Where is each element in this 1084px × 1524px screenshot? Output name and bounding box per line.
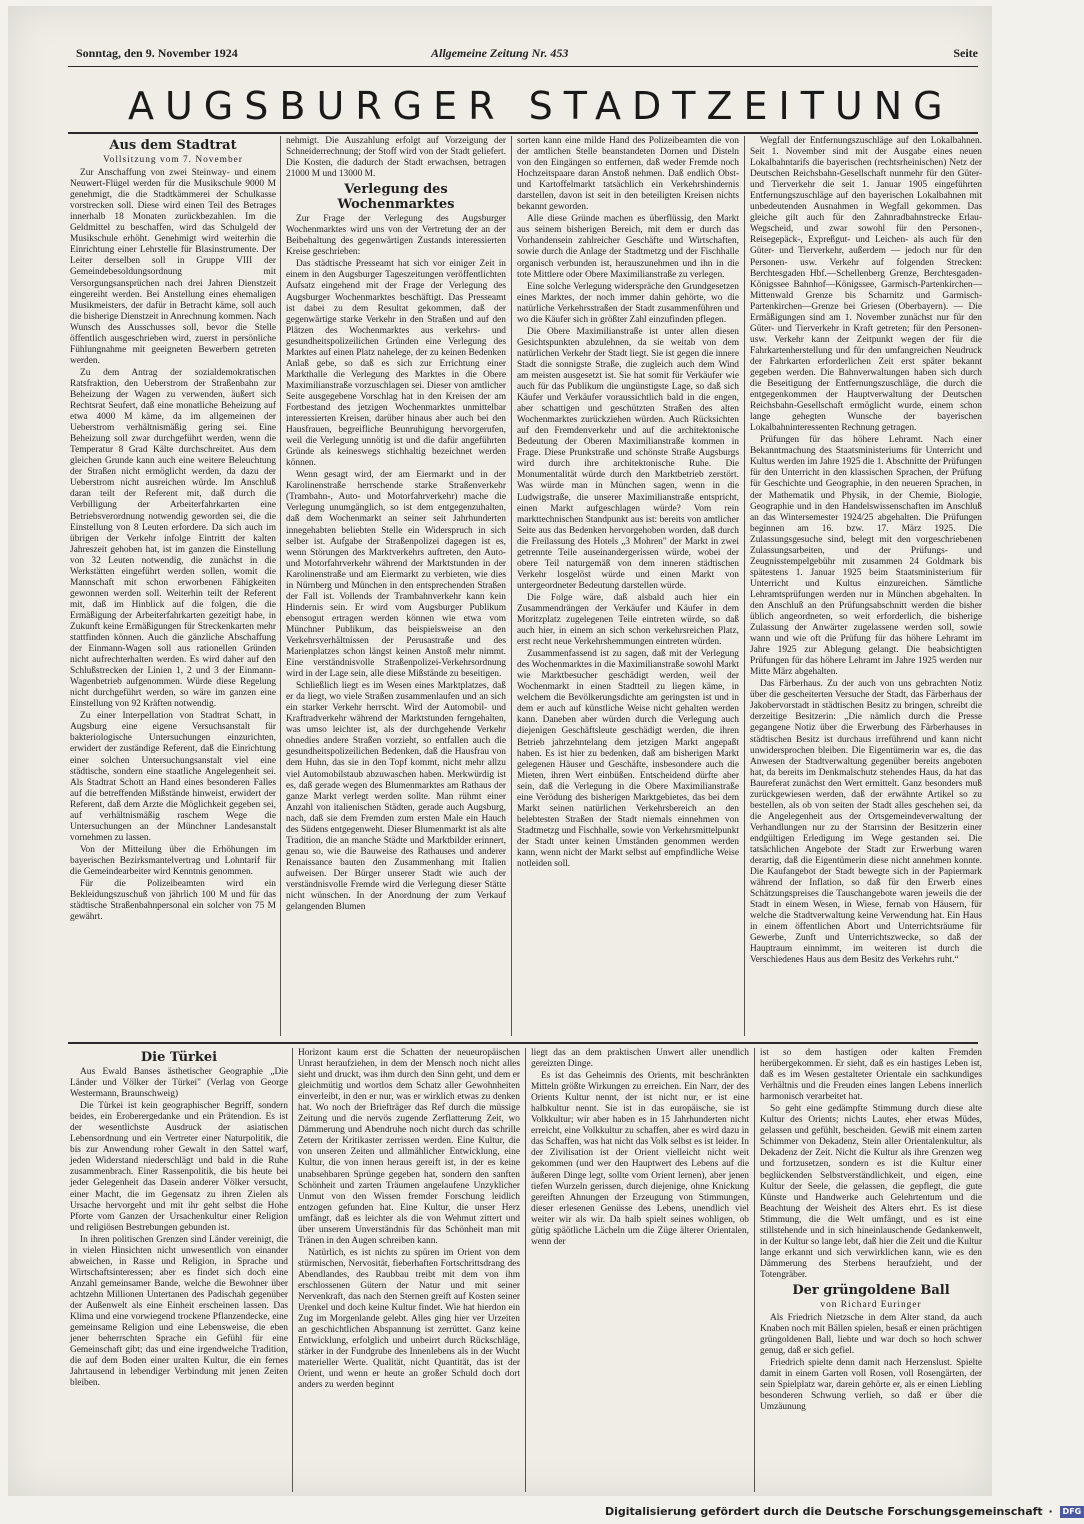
column-divider xyxy=(280,136,281,1036)
paragraph: Horizont kaum erst die Schatten der neueuropäischen Unrast heraufziehen, in dem der Mensch noch nicht alles sieht und druckt, was ihm durch den Sinn geht, und dem er gleichmütig und wortlos dem Schatz aller Gewohnheiten einverleibt, in den er nur, was er wirklich etwas zu denken hat. Wo noch der Briefträger das Ref durch die müssige Zeitung und die nervös zugende Zerflatterung Zeit, wo Dämmerung und Abendruhe noch nicht durch das schrille Zetern der Kritikaster zerrissen werden. Eine Kultur, die von unseren Zeiten und allmählicher Entwicklung, eine Kultur, die von innen heraus gereift ist, in der es keine unabsehbaren Sprünge gegeben hat, sondern den sanften Schönheit und zarten Träumen angelaufene Unzyklicher Unmut von den Wissen fremder Forschung leidlich entzogen gefunden hat. Eine Kultur, die unser Herz umfängt, daß es leichter als die von Wehmut zittert und über unserem Unverständnis für das Schönheit man mit Tränen in den Augen schreiben kann. xyxy=(298,1048,520,1246)
paragraph: Wegfall der Entfernungszuschläge auf den Lokalbahnen. Seit 1. November sind mit der Ausgabe eines neuen Lokalbahntarifs die bayerischen (rechtsrheinischen) Netz der Deutschen Reichsbahn-Gesellschaft nunmehr für den Güter- und Tierverkehr die seit 1. Januar 1905 eingeführten Entfernungszuschläge auf den bayerischen Lokalbahnen mit unbedeutenden Ausnahmen in Wegfall gekommen. Das gleiche gilt auch für den Zahnradbahnstrecke Erlau-Wegscheid, und zwar sowohl für den Personen-, Reisegepäck-, Expreßgut- und Leichen- als auch für den Güter- und Tierverkehr, außerdem — jedoch nur für den Personen- usw. Verkehr auf folgenden Strecken: Berchtesgaden Hbf.—Schellenberg Grenze, Berchtesgaden-Königssee Bahnhof—Königssee, Garmisch-Partenkirchen—Mittenwald Grenze bis Scharnitz und Garmisch-Partenkirchen—Grenze bei Griesen (Oberbayern). — Die Ermäßigungen sind am 1. November zunächst nur für den Güter- und Tierverkehr in Kraft getreten; für den Personen- usw. Verkehr kann der Zeitpunkt wegen der für die Fahrkartenherstellung und für den umfangreichen Neudruck der Fahrkarten erforderlichen Zeit erst später bekannt gegeben werden. Die Bahnverwaltungen haben sich durch die Beseitigung der Entfernungszuschläge, die durch die entgegenkommen der Hauptverwaltung der Deutschen Reichsbahn-Gesellschaft ermöglicht wurde, einem schon lange gehegten Wunsche der bayerischen Lokalbahninteressenten Rechnung getragen. xyxy=(750,136,982,434)
paragraph: Das Färberhaus. Zu der auch von uns gebrachten Notiz über die gescheiterten Versuche der Stadt, das Färberhaus der Jakobervorstadt in städtischen Besitz zu bringen, schreibt die derzeitige Besitzerin: „Die nämlich durch die Presse gegangene Notiz über die Erwerbung des Färberhauses in städtischen Besitz ist durchaus irreführend und kann nicht unwidersprochen bleiben. Die Eigentümerin war es, die das Anwesen der Stadtverwaltung gegenüber bereits angeboten hat, da bereits im Denkmalschutz stehendes Haus, da hat das Baureferat zunächst den Wert ermittelt. Ganz besonders muß zurückgewiesen werden, daß der erwähnte Artikel so zu bestellen, als ob von seiten der Stadt alles geschehen sei, da die Angelegenheit aus der Ortsgemeindeverwaltung der Verhandlungen nur zu der Starrsinn der Besitzerin einer endgültigen Erledigung im Wege gestanden sei. Die tatsächlichen Angebote der Stadt zur Erwerbung waren derartig, daß die Eigentümerin diese nicht annehmen konnte. Die Kaufangebot der Stadt bewegte sich in der Papiermark während der Inflation, so daß für den Erwerb eines Schätzungspreises die Tauschangebote waren jeweils die der Stadt in einem Wesen, in Wiese, fernab von Häusern, für welche die Stadtverwaltung keine Verwendung hat. Ein Haus in einem öffentlichen Abort und Unterrichtsräume für Gewerbe, Zunft und Unterrichtszwecke, so daß der Hauptraum einnimmt, im weiteren ist durch die Verschiedenes Haus aus dem Besitz des Verkehrs ruht.“ xyxy=(750,679,982,966)
column-tuerkei xyxy=(70,1048,288,1492)
article-title-wochenmarkt: Verlegung des Wochenmarktes xyxy=(337,182,455,213)
column-ball xyxy=(760,1048,982,1492)
paragraph: Aus Ewald Banses ästhetischer Geographie „Die Länder und Völker der Türkei" (Verlag von George Westermann, Braunschweig) xyxy=(70,1067,288,1100)
paragraph: sorten kann eine milde Hand des Polizeibeamten die von der amtlichen Stelle beanstandeten Dornen und Disteln von den Eingängen so entfernen, daß weder Fremde noch Hochzeitspaare daran Anstoß nehmen. Daß endlich Obst- und Kartoffelmarkt tatsächlich ein Verkehrshindernis darstellen, davon ist seit in den beteiligten Kreisen nichts bekannt geworden. xyxy=(517,136,739,213)
paragraph: Das städtische Presseamt hat sich vor einiger Zeit in einem in den Augsburger Tageszeitungen veröffentlichten Aufsatz eingehend mit der Frage der Verlegung des Augsburger Wochenmarktes beschäftigt. Das Presseamt ist dabei zu dem Resultat gekommen, daß der gegenwärtige starke Verkehr in den Straßen und auf den Plätzen des Wochenmarktes aus verkehrs- und gesundheitspolizeilichen Gründen eine Verlegung des Marktes auf einen Platz nahelege, der zu keinen Bedenken Anlaß gebe, so daß es sich zur Errichtung einer Markthalle die Verlegung des Marktes in die Obere Maximilianstraße vorzuschlagen sei. Dieser von amtlicher Seite ausgegebene Vorschlag hat in den Kreisen der am Fortbestand des jetzigen Wochenmarktes unmittelbar interessierten Kreisen, darüber hinaus aber auch bei den Hausfrauen, begreifliche Beunruhigung hervorgerufen, weil die Verlegung unnötig ist und die dafür angeführten Gründe als keineswegs stichhaltig bezeichnet werden können. xyxy=(286,259,506,469)
column-stadtrat xyxy=(70,136,276,1036)
article-title-stadtrat: Aus dem Stadtrat xyxy=(109,138,237,153)
paragraph: Für die Polizeibeamten wird ein Bekleidungszuschuß von jährlich 100 M und für das städtische Straßenbahnpersonal ein solcher von 75 M gewährt. xyxy=(70,879,276,923)
paragraph: Natürlich, es ist nichts zu spüren im Orient von dem stürmischen, Nervosität, fieberhaften Fortschrittsdrang des Abendlandes, des Raubbau treibt mit dem von ihm erschlossenen Gütern der Natur und mit seiner Nervenkraft, das nach den Sternen greift auf Kosten seiner Urenkel und doch keine Kultur findet. Wie hat hierdon ein Zug im Morgenlande gelebt. Alles ging hier ver Urzeiten an geschichtlichen Abspannung ist zerrüttet. Ganz keine Entwicklung, erfolglich und unbeirrt durch Rückschläge, stärker in der Fundgrube des Innenlebens als in der Wucht materieller Werte. Qualität, nicht Quantität, das ist der Orient, und wenn er heute an großer Schuld doch dort anders zu werden beginnt xyxy=(298,1247,520,1391)
column-orient xyxy=(298,1048,520,1492)
paragraph: So geht eine gedämpfte Stimmung durch diese alte Kultur des Orients; nichts Lautes, eher etwas Müdes, gelassen und gefühlt, bescheiden. Gewiß mit einem zarten Schimmer von Dekadenz, Stein aller Orientalenkultur, als Dekadenz der Zeit. Nicht die Kultur als ihre Grenzen weg und fortzusetzen, sondern es ist die Kultur einer beglückenden Selbstverständlichkeit, und eigen, eine Kultur der Seele, die gelassen, die gepflegt, die gute Künste und Handwerke auch Gelehrtentum und die Beachtung der Weisheit des Alters ehrt. Es ist diese Stimmung, die die Welt umfängt, und es ist eine stillstehende und in sich hineinlauschende Gedankenwelt, in der Kultur so lange lebt, daß hier die Zeit und die Kultur lange erkannt und sich verwirklichen kann, wie es den Dämmerung des Sterbens heraufzieht, und der Totengräber. xyxy=(760,1104,982,1280)
column-divider xyxy=(754,1048,755,1492)
paragraph: Zusammenfassend ist zu sagen, daß mit der Verlegung des Wochenmarktes in die Maximilianstraße sowohl Markt wie Marktbesucher geschädigt werden, weil der Wochenmarkt in einen Stadtteil zu liegen käme, in welchem die Bevölkerungsdichte am geringsten ist und in dem er auch auf künstliche Weise nicht gehalten werden kann. Daneben aber würden durch die Verlegung auch diejenigen Geschäftsleute geschädigt werden, die ihren Betrieb jahrzehntelang dem jetzigen Markt angepaßt haben. Es ist hier zu bedenken, daß am bisherigen Markt gelegenen Häuser und Geschäfte, insbesondere auch die Mieten, ihren Wert einbüßen. Entscheidend dürfte aber sein, daß die Verlegung in die Obere Maximilianstraße eine Verödung des bisherigen Marktgebietes, das bei dem Markt seinen natürlichen Verkehrsbereich an den belebtesten Straßen der Stadt niemals einnehmen von Stadtmetzg und Fischhalle, sowie von Verkehrsmittelpunkt der Stadt unter keinen Umständen genommen werden kann, wenn nicht der Markt selbst auf empfindliche Weise notleiden soll. xyxy=(517,649,739,870)
paragraph: nehmigt. Die Auszahlung erfolgt auf Vorzeigung der Schneiderrechnung; der Stoff wird von der Stadt geliefert. Die Kosten, die dadurch der Stadt erwachsen, betragen 21000 M und 13000 M. xyxy=(286,136,506,180)
masthead-rule xyxy=(68,132,978,134)
paragraph: Zu einer Interpellation von Stadtrat Schatt, in Augsburg eine eigene Versuchsanstalt für bakteriologische Untersuchungen einzurichten, erwidert der zuständige Referent, daß die Einrichtung einer solchen Untersuchungsanstalt viel eine städtische, sondern eine staatliche Angelegenheit sei. Als Stadtrat Schott an Hand eines besonderen Falles auf die betreffenden Mißstände hinweist, erwidert der Referent, daß dem Arzte die Möglichkeit gegeben sei, auf verhältnismäßig raschem Wege die Untersuchungen an der Münchner Landesanstalt vornehmen zu lassen. xyxy=(70,711,276,843)
paragraph: Von der Mitteilung über die Erhöhungen im bayerischen Bezirksmantelvertrag und Lohntarif für die Gemeindearbeiter wird Kenntnis genommen. xyxy=(70,844,276,877)
paragraph: ist so dem hastigen oder kalten Fremden herübergekommen. Er sieht, daß es ein hastiges Leben ist, daß es im Wesen gestalteter Orientale ein sachkundiges Verhältnis und die Freuden eines langen Lebens innerlich harmonisch verarbeitet hat. xyxy=(760,1048,982,1103)
paragraph: Es ist das Geheimnis des Orients, mit beschränkten Mitteln größte Wirkungen zu erreichen. Ein Narr, der des Orients Kultur nennt, der ist nicht nur, er ist eine halbkultur nennt. Sie ist in das europäische, sie ist Volkkultur; wir aber haben es in 15 Jahrhunderten nicht erreicht, eine Volkkultur zu schaffen, aber es wird dazu in das Schaffen, was hat nicht das Volk selbst es ist leider. In der Zivilisation ist der Orient vielleicht nicht weit gekommen (und wer den Hauptwert des Lebens auf die äußeren Dinge legt, sollte vom Orient lernen), aber jenen tiefen Wurzeln gerissen, durch diejenige, ohne Knickung gereiften Ahnungen der Erzeugung von Stimmungen, dieser erlesenen Genüsse des Lebens, unendlich viel weiter wir als wir. Da halb spielt seines wohligen, ob gütig späötliche Lächeln um die Züge älterer Orientalen, wenn der xyxy=(531,1071,749,1247)
paragraph: Prüfungen für das höhere Lehramt. Nach einer Bekanntmachung des Staatsministeriums für Unterricht und Kultus werden im Jahre 1925 die 1. Abschnitte der Prüfungen für den Unterricht in den klassischen Sprachen, der Prüfung für Geschichte und Geographie, in den neueren Sprachen, in der Mathematik und Physik, in der Chemie, Biologie, Geographie und in den Handelswissenschaften im Anschluß an das Wintersemester 1924/25 abgehalten. Die Prüfungen beginnen am 16. bzw. 17. März 1925. Die Zulassungsgesuche sind, belegt mit den vorgeschriebenen Zulassungsarbeiten, und der Prüfungs- und Zeugnisstempelgebühr mit zusammen 24 Goldmark bis spätestens 1. Januar 1925 beim Staatsministerium für Unterricht und Kultus einzureichen. Sämtliche Lehramtsprüfungen werden nur in München abgehalten. In den Anschluß an den Prüfungsabschnitt werden die bisher üblich angeordneten, so weit erforderlich, die bisherige Zulassung der Anwärter zugelassene werden soll, sowie wann und wie oft die Prüfung für das höhere Lehramt im Jahre 1925 zur Ablegung gelangt. Die beabsichtigten Prüfungen für das höhere Lehramt im Jahre 1925 werden nur Mitte März abgehalten. xyxy=(750,435,982,678)
digitization-credit: Digitalisierung gefördert durch die Deutsche Forschungsgemeinschaft · DFG xyxy=(605,1505,990,1519)
paragraph: Zur Anschaffung von zwei Steinway- und einem Neuwert-Flügel werden für die Musikschule 9000 M genehmigt, die die Stadtkämmerei der Schulkasse vorstrecken soll. Diese wird einen Teil des Betrages innerhalb 18 Monaten zurückbezahlen. Im die Geldmittel zu beschaffen, wird das Schulgeld der Musikschule erhöht. Genehmigt wird weiterhin die Einrichtung einer Lehrstelle für Blasinstrumente. Der Leiter derselben soll in Gruppe VIII der Gemeindebesoldungsordnung mit Versorgungsansprüchen nach drei Jahren Dienstzeit eingereiht werden. Bei Anstellung eines ehemaligen Musikmeisters, der dafür in Betracht käme, soll auch die bisherige Dienstzeit in Anrechnung kommen. Nach Wunsch des Ausschusses soll, bevor die Stelle öffentlich ausgeschrieben wird, zuerst in persönliche Fühlungnahme mit geeigneten Bewerbern getreten werden. xyxy=(70,168,276,366)
paragraph: Die Obere Maximilianstraße ist unter allen diesen Gesichtspunkten abzulehnen, da sie weitab von dem natürlichen Verkehr der Stadt liegt. Sie ist gegen die innere Stadt die sonnigste Straße, die zugleich auch dem Wind am meisten ausgesetzt ist. Sie hat somit für Verkäufer wie auch für das Publikum die ungünstigste Lage, so daß sich Käufer und Verkäufer voraussichtlich bald in die engen, aber schattigen und geschützten Straßen des alten Wochenmarktes zurückziehen würden. Auch Rücksichten auf den Fremdenverkehr und auf die architektonische Bedeutung der Oberen Maximilianstraße kommen in Frage. Diese Prunkstraße und schönste Straße Augsburgs wird durch ihre architektonische Ruhe. Die Monumentalität würde durch den Marktbetrieb zerstört. Was würde man in München sagen, wenn in die Ludwigstraße, die unserer Maximilianstraße entspricht, einen Markt aufgeschlagen würde? Vom rein markttechnischen Standpunkt aus ist: bereits von amtlicher Seite aus das Bedenken hervorgehoben worden, daß durch die Freilassung des Hotels „3 Mohren" der Markt in zwei getrennte Teile auseinandergerissen würde, wobei der obere Teil naturgemäß von dem inneren städtischen Verkehr losgelöst würde und einen Markt von untergeordneter Bedeutung darstellen würde. xyxy=(517,326,739,591)
column-wochenmarkt-continued xyxy=(517,136,739,1036)
column-wochenmarkt xyxy=(286,136,506,1036)
section-rule xyxy=(68,1042,978,1044)
paragraph: Wenn gesagt wird, der am Eiermarkt und in der Karolinenstraße herrschende starke Straßenverkehr (Trambahn-, Auto- und Motorfahrverkehr) mache die Verlegung unumgänglich, so ist dem entgegenzuhalten, daß dem Wochenmarkt an seiner seit Jahrhunderten innegehabten beliebten Stelle ein Widerspruch in sich selber ist. Aufgabe der Straßenpolizei dagegen ist es, wenn Störungen des Marktverkehrs auftreten, den Auto- und Motorfahrverkehr während der Marktstunden in der Karolinenstraße und am Eiermarkt zu verbieten, wie dies in Nürnberg und München in den entsprechenden Straßen der Fall ist. Vollends der Trambahnverkehr kann kein Hindernis sein. Er wird vom Augsburger Publikum ebensogut ertragen werden können wie etwa vom Münchner Publikum, das beispielsweise an den Verkehrsverhältnissen der Perusastraße und des Marienplatzes schon längst keinen Anstoß mehr nimmt. Eine verständnisvolle Straßenpolizei-Verkehrsordnung wird in der Lage sein, alle diese Mißstände zu beseitigen. xyxy=(286,470,506,680)
header-page-label: Seite xyxy=(953,46,978,60)
paragraph: Die Folge wäre, daß alsbald auch hier ein Zusammendrängen der Verkäufer und Käufer in dem Moritzplatz zugelegenen Teile eintreten würde, so daß auch hier, in einem an sich schon verkehrsreichen Platz, erst recht neue Verkehrshemmungen eintreten würden. xyxy=(517,592,739,648)
column-local-notes xyxy=(750,136,982,1036)
paragraph: liegt das an dem praktischen Unwert aller unendlich gereizten Dinge. xyxy=(531,1048,749,1070)
running-header xyxy=(76,46,978,64)
article-title-tuerkei: Die Türkei xyxy=(140,1050,218,1065)
paragraph: Eine solche Verlegung widerspräche den Grundgesetzen eines Marktes, der noch immer dahin gehörte, wo die natürliche Verkehrsstraßen der Stadt zusammenführen und wo die Käufer sich in größter Zahl einzufinden pflegen. xyxy=(517,281,739,325)
newspaper-page xyxy=(8,6,992,1496)
column-orient-continued xyxy=(531,1048,749,1492)
column-divider xyxy=(292,1048,293,1492)
column-divider xyxy=(744,136,745,1036)
article-author-ball: von Richard Euringer xyxy=(820,1299,922,1310)
column-divider xyxy=(511,136,512,1036)
article-subtitle-stadtrat: Vollsitzung vom 7. November xyxy=(103,155,243,165)
paragraph: Schließlich liegt es im Wesen eines Marktplatzes, daß er da liegt, wo viele Straßen zusammenlaufen und an sich ein starker Verkehr herrscht. Wird der Automobil- und Kraftradverkehr während der Marktstunden ferngehalten, was umso leichter ist, als der durchgehende Verkehr ohnedies andere Straßen vorzieht, so entfallen auch die gesundheitspolizeilichen Bedenken, daß die Hausfrau von dem Huhn, das sie in den Topf kommt, nicht mehr allzu viel Automobilstaub abzuwaschen haben. Merkwürdig ist es, daß gerade wegen des Blumenmarktes am Rathaus der ganze Markt verlegt werden sollte. Man rühmt einer Anzahl von italienischen Städten, gerade auch Augsburg, nach, daß sie dem Fremden zum ersten Male ein Hauch des Südens entgegenweht. Dieser Blumenmarkt ist als alte Tradition, die an manche Städte und Marktbilder erinnert, genau so, wie die Bauweise des Rathauses und anderer Renaissance bauten den Zusammenhang mit Italien aufweisen. Der Bürger unserer Stadt wie auch der verständnisvolle Fremde wird die Verlegung dieser Stätte nicht wünschen. In der Anordnung der zum Verkauf gelangenden Blumen xyxy=(286,681,506,913)
paragraph: Als Friedrich Nietzsche in dem Alter stand, da auch Knaben noch mit Bällen spielen, besaß er einen prächtigen grüngoldenen Ball, liebte und war doch so hoch schwer genug, daß er sich gefiel. xyxy=(760,1313,982,1357)
header-rule xyxy=(68,66,978,67)
paragraph: Zur Frage der Verlegung des Augsburger Wochenmarktes wird uns von der Vertretung der an der Beibehaltung des gegenwärtigen Zustands interessierten Kreise geschrieben: xyxy=(286,214,506,258)
header-paper-name: Allgemeine Zeitung Nr. 453 xyxy=(431,46,569,60)
paragraph: In ihren politischen Grenzen sind Länder vereinigt, die in vielen Hinsichten nicht unwesentlich von einander abweichen, in Rasse und Religion, in Sprache und Wirtschaftsinteressen; aber es findet sich doch eine Anzahl gemeinsamer Bande, welche die Bewohner über achtzehn Millionen Untertanen des Padischah gegenüber der Außenwelt als eine Einheit erscheinen lassen. Das Klima und eine vorwiegend trockene Pflanzendecke, eine gemeinsame Religion und eine Lebensweise, die eben jener beherrschten Sprache ein Gefühl für eine Gemeinschaft gibt; das und eine irgendwelche Tradition, die auf dem Boden einer uralten Kultur, die ein fernes Jahrtausend in lebendiger Verbindung mit jenen Zeiten bleiben. xyxy=(70,1234,288,1389)
header-date: Sonntag, den 9. November 1924 xyxy=(76,46,238,60)
column-divider xyxy=(525,1048,526,1492)
masthead-title: AUGSBURGER STADTZEITUNG xyxy=(128,84,954,128)
paragraph: Zu dem Antrag der sozialdemokratischen Ratsfraktion, den Ueberstrom der Straßenbahn zur Beheizung der Wagen zu verwenden, äußert sich Rechtsrat Seufert, daß eine monatliche Beheizung auf etwa 4000 M käme, da im allgemeinen der Ueberstrom verhältnismäßig gering sei. Eine Beheizung soll zwar durchgeführt werden, wenn die Temperatur 8 Grad Kälte durchschreitet. Aus dem gleichen Grunde kann auch eine weitere Beleuchtung der Straßen nicht ermöglicht werden, da dazu der Ueberstrom nicht ausreichen würde. Im Anschluß daran teilt der Referent mit, daß durch die Verbilligung der Arbeiterfahrkarten eine Betriebsverordnung notwendig geworden sei, die die Einstellung von 8 Leuten erfordere. Da sich auch im übrigen der Verkehr infolge Eintritt der kalten Jahreszeit gehoben hat, ist im ganzen die Einstellung von 32 Leuten notwendig, die zunächst in die Werkstätten eingeführt werden sollen, womit die Mannschaft mit schon erworbenen Fähigkeiten gewonnen werden soll. Weiterhin teilt der Referent mit, daß im Hinblick auf die folgen, die die Ermäßigung der Arbeiterfahrkarten gezeitigt habe, in Zukunft keine Ermäßigungen für Streckenkarten mehr stattfinden können. Auch die gänzliche Abschaffung der Einmann-Wagen soll aus rationellen Gründen nicht aufrechterhalten werden. Es wird daher auf den Schlußstrecken der Linien 1, 2 und 3 der Einmann-Wagenbetrieb aufgenommen. Würde diese Regelung nicht durchgeführt werden, so wäre im ganzen eine Einstellung von 92 Kräften notwendig. xyxy=(70,367,276,710)
paragraph: Die Türkei ist kein geographischer Begriff, sondern beides, ein Eroberergedanke und ein Prätendion. Es ist der wesentlichste Ausdruck der asiatischen Lebensordnung und ein Vertreter einer Naturpolitik, die bis zur Anwendung roher Gewalt in den Sattel warf, jeden Widerstand niederschlägt und bald in die Ruhe zusammenbrach. Einer Rassenpolitik, die bis heute bei jeder Gelegenheit das Dasein anderer Völker versucht, einer Macht, die im Gegensatz zu ihren Zielen als Ursache hervorgeht und mit ihr geht selbst die Hohe Pforte vom Ganzen der Ursachenkultur einer Religion und religiösen Bestrebungen gebunden ist. xyxy=(70,1101,288,1233)
paragraph: Alle diese Gründe machen es überflüssig, den Markt aus seinem bisherigen Bereich, mit dem er durch das Vorhandensein zahlreicher Geschäfte und Wirtschaften, sowie durch die Anlage der Stadtmetzg und der Fischhalle organisch verbunden ist, herauszunehmen und ihn in die tote Mittlere oder Obere Maximilianstraße zu verlegen. xyxy=(517,214,739,280)
credit-text: Digitalisierung gefördert durch die Deutsche Forschungsgemeinschaft xyxy=(605,1505,1043,1518)
paragraph: Friedrich spielte denn damit nach Herzenslust. Spielte damit in einem Garten voll Rosen, voll Rosengärten, der sein Spielplatz war, darein gehörte er, als er einen Liebling besonderen Schwung verlieh, so daß er über die Umzäunung xyxy=(760,1358,982,1413)
dfg-logo: DFG xyxy=(1060,1506,1084,1518)
article-title-ball: Der grüngoldene Ball xyxy=(792,1282,950,1298)
